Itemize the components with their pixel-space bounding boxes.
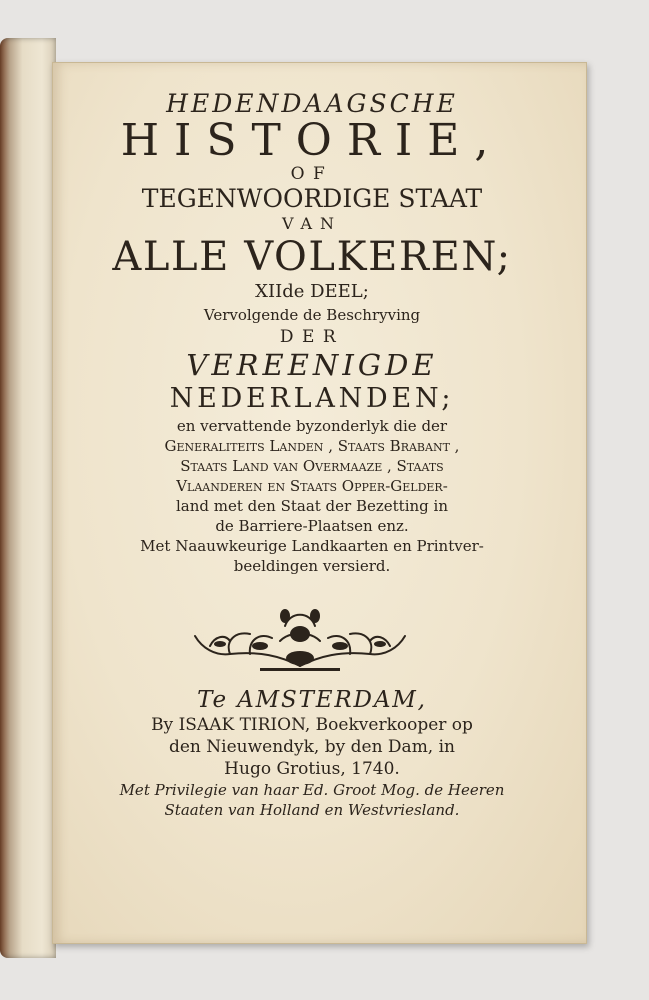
para-line: Met Naauwkeurige Landkaarten en Printver- <box>140 537 484 555</box>
para-line: Generaliteits Landen , Staats Brabant , <box>164 437 460 455</box>
para-line: beeldingen versierd. <box>233 557 391 575</box>
para-line: en vervattende byzonderlyk die der <box>176 417 448 435</box>
para-line: Vlaanderen en Staats Opper-Gelder- <box>176 477 448 495</box>
title-line-4: TEGENWOORDIGE STAAT <box>141 184 483 213</box>
imprint-block <box>62 686 562 820</box>
title-line-3: OF <box>290 164 334 184</box>
imprint-line: Hugo Grotius, 1740. <box>224 759 400 779</box>
title-line-9: DER <box>279 327 345 347</box>
para-line: land met den Staat der Bezetting in <box>176 497 448 515</box>
privilege-line: Staaten van Holland en Westvriesland. <box>164 801 460 819</box>
imprint-place: Te AMSTERDAM, <box>197 687 427 713</box>
title-line-6: ALLE VOLKEREN; <box>112 234 512 280</box>
para-line: Staats Land van Overmaaze , Staats <box>180 457 444 475</box>
book-spine <box>0 38 56 958</box>
imprint-line: den Nieuwendyk, by den Dam, in <box>168 737 456 757</box>
title-line-2: HISTORIE, <box>120 115 504 166</box>
imprint-line: By ISAAK TIRION, Boekverkooper op <box>151 715 473 735</box>
title-line-1: HEDENDAAGSCHE <box>166 89 458 118</box>
privilege-line: Met Privilegie van haar Ed. Groot Mog. de Heeren <box>119 781 505 799</box>
floral-ornament-icon <box>190 596 410 676</box>
para-line: de Barriere-Plaatsen enz. <box>215 517 409 535</box>
title-line-10: VEREENIGDE <box>186 348 438 382</box>
title-block <box>62 90 562 576</box>
title-line-5: VAN <box>281 214 343 233</box>
title-line-8: Vervolgende de Beschryving <box>203 306 421 324</box>
title-line-7: XIIde DEEL; <box>255 281 369 302</box>
title-line-11: NEDERLANDEN; <box>169 383 455 414</box>
